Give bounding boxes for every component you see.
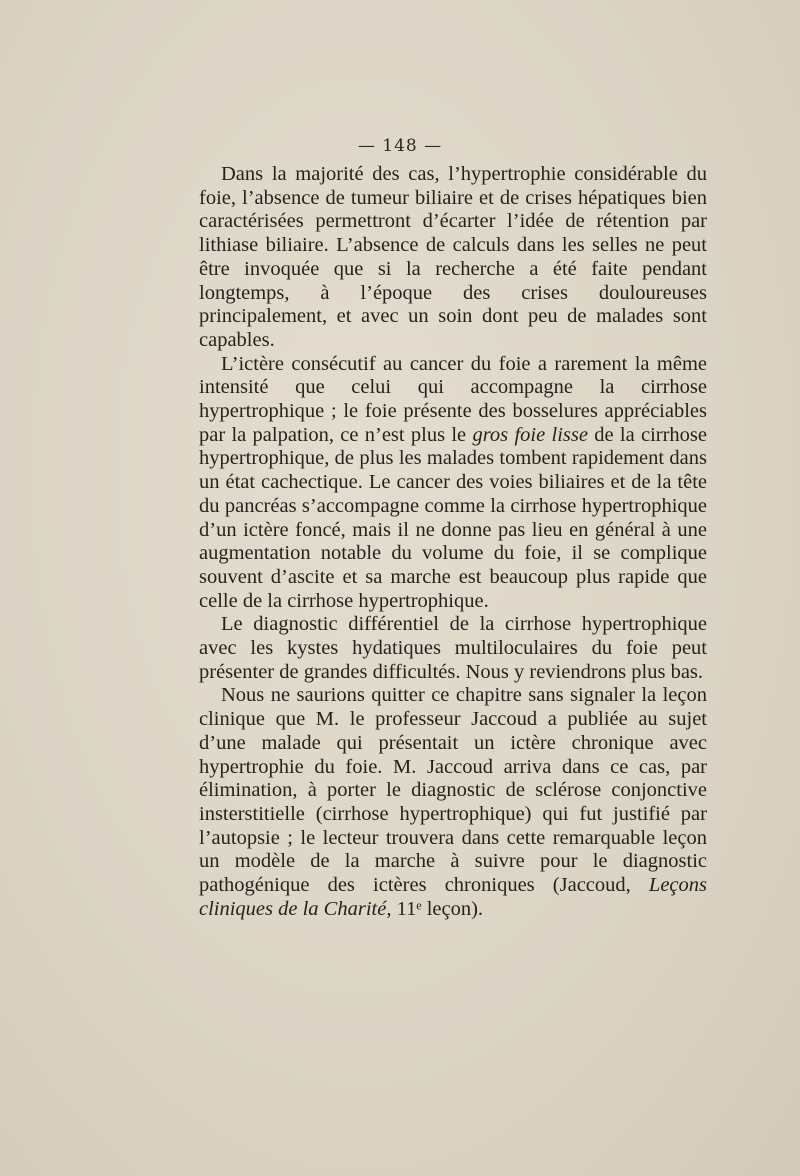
paragraph-4-text-end: 11ᵉ leçon).: [391, 897, 484, 920]
paragraph-4: [199, 684, 707, 921]
paragraph-4-italic: Leçons cliniques de la Charité,: [199, 874, 707, 920]
paragraph-2-italic: gros foie lisse: [472, 423, 588, 446]
paragraph-3: Le diagnostic différentiel de la cirrhose hypertrophique avec les kystes hydatiques multiloculaires du foie peut présenter de grandes difficultés. Nous y reviendrons plus bas.: [199, 613, 707, 683]
paragraph-4-text: Nous ne saurions quitter ce chapitre sans signaler la leçon clinique que M. le professeur Jaccoud a publiée au sujet d’une malade qui présentait un ictère chronique avec hypertrophie du foie. M. Jaccoud arriva dans ce cas, par élimination, à porter le diagnostic de sclérose conjonctive insterstitielle (cirrhose hypertrophique) qui fut justifié par l’autopsie ; le lecteur trouvera dans cette remarquable leçon un modèle de la marche à suivre pour le diagnostic pathogénique des ictères chroniques (Jaccoud,: [199, 684, 707, 897]
page-number: — 148 —: [357, 136, 443, 156]
paragraph-1: Dans la majorité des cas, l’hypertrophie considérable du foie, l’absence de tumeur biliaire et de crises hépatiques bien caractérisées permettront d’écarter l’idée de rétention par lithiase biliaire. L’absence de calculs dans les selles ne peut être invoquée que si la recherche a été faite pendant longtemps, à l’époque des crises douloureuses principalement, et avec un soin dont peu de malades sont capables.: [199, 163, 707, 351]
paragraph-2-text-end: de la cirrhose hypertrophique, de plus les malades tombent rapidement dans un état cachectique. Le cancer des voies biliaires et de la tête du pancréas s’accompagne comme la cirrhose hypertrophique d’un ictère foncé, mais il ne donne pas lieu en général à une augmentation notable du volume du foie, il se complique souvent d’ascite et sa marche est beaucoup plus rapide que celle de la cirrhose hypertrophique.: [199, 423, 708, 612]
paragraph-2: [199, 353, 707, 614]
body-text: [199, 163, 707, 922]
paragraph-2-text: L’ictère consécutif au cancer du foie a rarement la même intensité que celui qui accompagne la cirrhose hypertrophique ; le foie présente des bosselures appréciables par la palpation, ce n’est plus le: [199, 352, 707, 446]
